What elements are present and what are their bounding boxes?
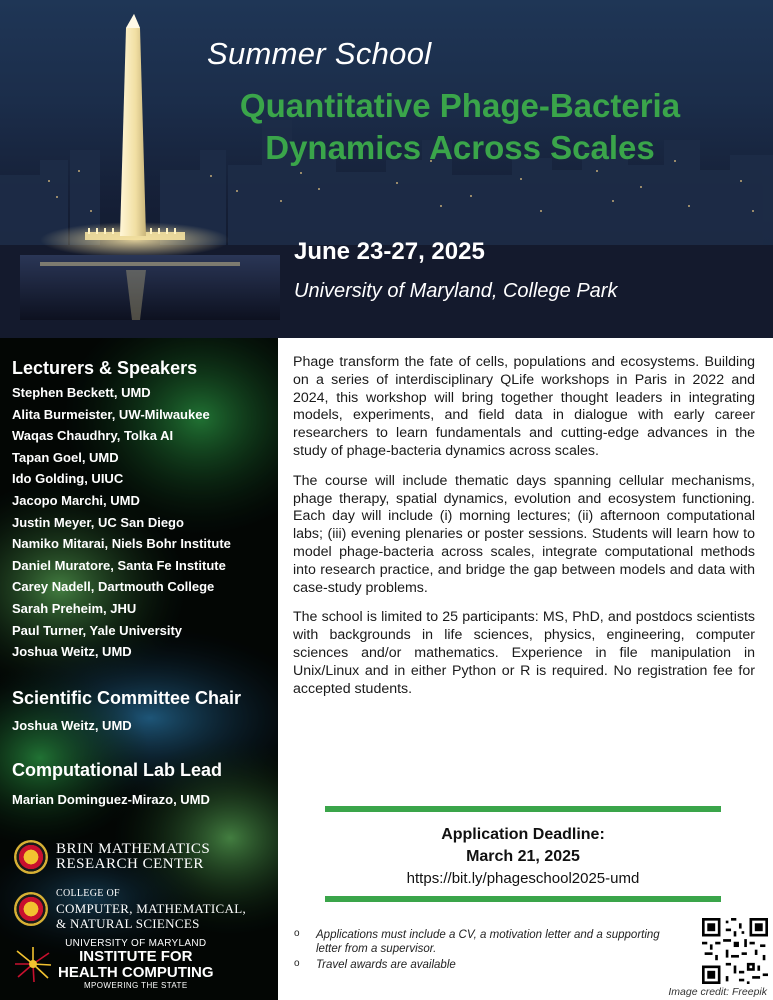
note-item: o Applications must include a CV, a motivation letter and a supporting letter from a supervisor. bbox=[294, 928, 660, 955]
speaker-item: Namiko Mitarai, Niels Bohr Institute bbox=[12, 536, 231, 552]
hero-banner bbox=[0, 0, 773, 338]
speaker-item: Ido Golding, UIUC bbox=[12, 471, 124, 487]
speaker-item: Stephen Beckett, UMD bbox=[12, 385, 151, 400]
application-link[interactable]: https://bit.ly/phageschool2025-umd bbox=[406, 870, 640, 887]
umd-seal-icon bbox=[14, 892, 48, 926]
speaker-item: Tapan Goel, UMD bbox=[12, 449, 119, 465]
speaker-item: Jacopo Marchi, UMD bbox=[12, 492, 140, 508]
event-dates: June 23-27, 2025 bbox=[294, 238, 485, 265]
speaker-item: Daniel Muratore, Santa Fe Institute bbox=[12, 557, 226, 573]
lecturers-heading: Lecturers & Speakers bbox=[12, 358, 198, 378]
event-title bbox=[150, 85, 770, 169]
ihc-logo-line-2: INSTITUTE FOR bbox=[79, 948, 193, 965]
bullet-icon: o bbox=[294, 958, 300, 969]
divider-top bbox=[325, 806, 721, 812]
description-column bbox=[293, 354, 755, 710]
note-item: o Travel awards are available bbox=[294, 958, 456, 971]
speaker-item: Waqas Chaudhry, Tolka AI bbox=[12, 428, 174, 444]
event-title-line-2: Dynamics Across Scales bbox=[265, 129, 655, 166]
cmns-logo-line-3: & NATURAL SCIENCES bbox=[56, 916, 200, 931]
speakers-panel bbox=[0, 338, 278, 1000]
committee-heading: Scientific Committee Chair bbox=[12, 688, 242, 708]
lab-lead-heading: Computational Lab Lead bbox=[12, 760, 223, 780]
brin-logo-line-2: RESEARCH CENTER bbox=[56, 856, 204, 872]
image-credit: Image credit: Freepik bbox=[668, 986, 767, 998]
description-paragraph: The school is limited to 25 participants: MS, PhD, and postdocs scientists with backgrounds in life sciences, physics, engineering, computer sciences and/or mathematics. Experience in file manipulation in Unix/Linux and in either Python or R is required. No registration fee for accepted students. bbox=[293, 609, 755, 697]
description-paragraph: The course will include thematic days spanning cellular mechanisms, phage therapy, spatial dynamics, evolution and ecosystem functioning. Each day will include (i) morning lectures; (ii) afternoon computational labs; (iii) evening plenaries or poster sessions. Students will learn how to model phage-bacteria across scales, integrate computational methods into research practice, and bridge the gap between models and data with case-study problems. bbox=[293, 472, 755, 596]
network-burst-icon bbox=[14, 945, 52, 983]
ihc-logo bbox=[14, 938, 214, 990]
divider-bottom bbox=[325, 896, 721, 902]
speaker-item: Justin Meyer, UC San Diego bbox=[12, 514, 184, 530]
speaker-item: Paul Turner, Yale University bbox=[12, 622, 183, 638]
ihc-logo-line-4: MPOWERING THE STATE bbox=[83, 981, 188, 990]
description-paragraph: Phage transform the fate of cells, populations and ecosystems. Building on a series of interdisciplinary QLife workshops in Paris in 2022 and 2024, this workshop will bring together thought leaders in integrating models, experiments, and field data in dialogue with early career researchers to learn fundamentals and cutting-edge advances in the study of phage-bacteria dynamics across scales. bbox=[293, 354, 755, 459]
deadline-title: Application Deadline: bbox=[441, 826, 605, 843]
notes-list bbox=[294, 928, 674, 974]
ihc-logo-line-3: HEALTH COMPUTING bbox=[58, 964, 214, 981]
brin-logo-line-1: BRIN MATHEMATICS bbox=[56, 841, 211, 857]
speaker-item: Joshua Weitz, UMD bbox=[12, 644, 132, 660]
deadline-box bbox=[325, 824, 721, 890]
committee-chair: Joshua Weitz, UMD bbox=[12, 718, 132, 733]
speaker-item: Sarah Preheim, JHU bbox=[12, 600, 137, 616]
speaker-item: Alita Burmeister, UW-Milwaukee bbox=[12, 406, 210, 422]
umd-seal-icon bbox=[14, 840, 48, 874]
deadline-date: March 21, 2025 bbox=[466, 848, 580, 865]
cmns-logo bbox=[14, 886, 246, 931]
lab-lead: Marian Dominguez-Mirazo, UMD bbox=[12, 792, 210, 807]
cmns-logo-line-1: COLLEGE OF bbox=[56, 888, 120, 899]
event-venue: University of Maryland, College Park bbox=[294, 280, 618, 302]
qr-code-icon[interactable] bbox=[702, 918, 768, 984]
ihc-logo-line-1: UNIVERSITY OF MARYLAND bbox=[65, 938, 207, 949]
event-title-line-1: Quantitative Phage-Bacteria bbox=[239, 87, 681, 124]
bullet-icon: o bbox=[294, 928, 300, 939]
event-type-heading: Summer School bbox=[207, 36, 432, 71]
speaker-item: Carey Nadell, Dartmouth College bbox=[12, 579, 215, 595]
cmns-logo-line-2: COMPUTER, MATHEMATICAL, bbox=[56, 901, 246, 916]
brin-center-logo bbox=[14, 840, 210, 874]
speaker-list bbox=[12, 382, 231, 663]
